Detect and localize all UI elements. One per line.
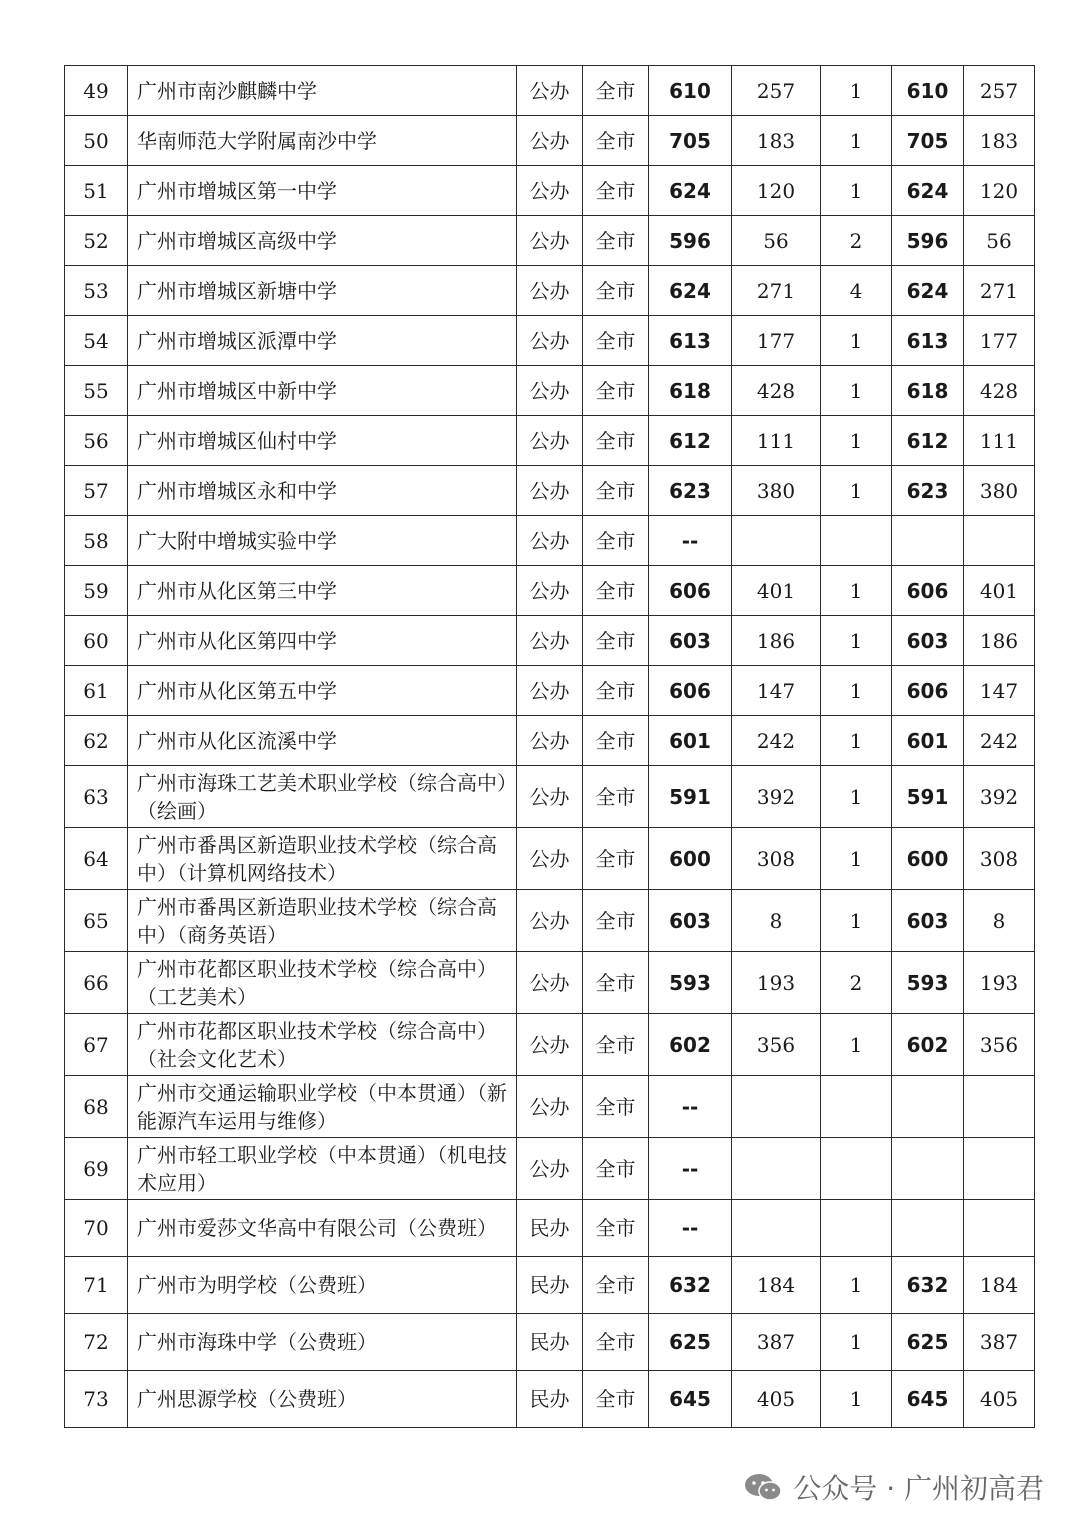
- table-row: [65, 166, 1035, 216]
- cell-school-name: 广州市番禺区新造职业技术学校（综合高中）（商务英语）: [128, 890, 517, 952]
- cell-count: 1: [821, 116, 892, 166]
- cell-admission-scope: 全市: [583, 1200, 649, 1257]
- watermark-text: 公众号 · 广州初高君: [793, 1472, 1044, 1505]
- cell-score-a: 625: [649, 1314, 732, 1371]
- cell-score-b: 606: [892, 566, 964, 616]
- cell-school-type: 公办: [517, 316, 583, 366]
- cell-admission-scope: 全市: [583, 1138, 649, 1200]
- table-row: [65, 416, 1035, 466]
- cell-score-b: 624: [892, 266, 964, 316]
- cell-count: 1: [821, 716, 892, 766]
- cell-score-a: 603: [649, 616, 732, 666]
- table-row: [65, 216, 1035, 266]
- cell-row-number: 63: [65, 766, 128, 828]
- cell-admission-scope: 全市: [583, 116, 649, 166]
- cell-rank-a: 242: [732, 716, 821, 766]
- cell-score-a: 591: [649, 766, 732, 828]
- cell-score-a: 623: [649, 466, 732, 516]
- table-row: [65, 1314, 1035, 1371]
- cell-score-b: 705: [892, 116, 964, 166]
- cell-rank-a: 392: [732, 766, 821, 828]
- cell-school-type: 公办: [517, 66, 583, 116]
- cell-rank-a: 257: [732, 66, 821, 116]
- cell-school-name: 广州市海珠工艺美术职业学校（综合高中）（绘画）: [128, 766, 517, 828]
- cell-school-name: 广州市增城区高级中学: [128, 216, 517, 266]
- cell-rank-a: 428: [732, 366, 821, 416]
- cell-rank-b: 308: [964, 828, 1035, 890]
- cell-school-type: 公办: [517, 166, 583, 216]
- cell-score-a: 600: [649, 828, 732, 890]
- cell-score-b: 610: [892, 66, 964, 116]
- cell-score-b: 600: [892, 828, 964, 890]
- cell-admission-scope: 全市: [583, 316, 649, 366]
- cell-school-name: 广州市海珠中学（公费班）: [128, 1314, 517, 1371]
- cell-row-number: 50: [65, 116, 128, 166]
- cell-school-type: 公办: [517, 616, 583, 666]
- cell-school-type: 公办: [517, 1076, 583, 1138]
- cell-count: 1: [821, 316, 892, 366]
- cell-school-name: 广大附中增城实验中学: [128, 516, 517, 566]
- cell-school-type: 公办: [517, 952, 583, 1014]
- cell-school-name: 广州市番禺区新造职业技术学校（综合高中）（计算机网络技术）: [128, 828, 517, 890]
- cell-row-number: 66: [65, 952, 128, 1014]
- cell-count: 1: [821, 766, 892, 828]
- cell-row-number: 62: [65, 716, 128, 766]
- table-row: [65, 1371, 1035, 1428]
- cell-school-name: 广州市花都区职业技术学校（综合高中）（工艺美术）: [128, 952, 517, 1014]
- cell-admission-scope: 全市: [583, 952, 649, 1014]
- cell-rank-b: 271: [964, 266, 1035, 316]
- table-row: [65, 266, 1035, 316]
- cell-row-number: 60: [65, 616, 128, 666]
- cell-score-a: --: [649, 1076, 732, 1138]
- table-row: [65, 1076, 1035, 1138]
- cell-rank-b: 186: [964, 616, 1035, 666]
- cell-school-name: 广州市轻工职业学校（中本贯通）（机电技术应用）: [128, 1138, 517, 1200]
- table-row: [65, 1200, 1035, 1257]
- cell-school-type: 公办: [517, 566, 583, 616]
- table-row: [65, 952, 1035, 1014]
- cell-count: 1: [821, 1014, 892, 1076]
- cell-school-name: 广州市从化区第三中学: [128, 566, 517, 616]
- cell-count: 1: [821, 666, 892, 716]
- table-row: [65, 616, 1035, 666]
- cell-score-a: 593: [649, 952, 732, 1014]
- cell-score-b: 625: [892, 1314, 964, 1371]
- cell-count: 1: [821, 1371, 892, 1428]
- cell-score-a: 645: [649, 1371, 732, 1428]
- wechat-icon: [743, 1472, 783, 1502]
- cell-school-type: 公办: [517, 716, 583, 766]
- table-row: [65, 466, 1035, 516]
- table-row: [65, 516, 1035, 566]
- cell-rank-a: 271: [732, 266, 821, 316]
- cell-score-b: 593: [892, 952, 964, 1014]
- cell-score-a: 612: [649, 416, 732, 466]
- cell-row-number: 53: [65, 266, 128, 316]
- cell-row-number: 52: [65, 216, 128, 266]
- cell-score-b: 624: [892, 166, 964, 216]
- cell-row-number: 49: [65, 66, 128, 116]
- cell-row-number: 58: [65, 516, 128, 566]
- score-table: [64, 65, 1035, 1428]
- cell-rank-b: 405: [964, 1371, 1035, 1428]
- cell-score-a: 601: [649, 716, 732, 766]
- cell-rank-a: 401: [732, 566, 821, 616]
- cell-count: [821, 1076, 892, 1138]
- cell-school-type: 公办: [517, 466, 583, 516]
- table-row: [65, 766, 1035, 828]
- cell-row-number: 55: [65, 366, 128, 416]
- cell-admission-scope: 全市: [583, 466, 649, 516]
- cell-rank-b: [964, 516, 1035, 566]
- cell-score-a: --: [649, 1200, 732, 1257]
- cell-rank-a: 111: [732, 416, 821, 466]
- cell-rank-a: 184: [732, 1257, 821, 1314]
- cell-school-type: 公办: [517, 416, 583, 466]
- cell-score-a: --: [649, 516, 732, 566]
- cell-school-name: 广州市为明学校（公费班）: [128, 1257, 517, 1314]
- cell-row-number: 56: [65, 416, 128, 466]
- cell-row-number: 67: [65, 1014, 128, 1076]
- cell-school-name: 广州市交通运输职业学校（中本贯通）（新能源汽车运用与维修）: [128, 1076, 517, 1138]
- cell-school-type: 民办: [517, 1314, 583, 1371]
- cell-school-type: 民办: [517, 1257, 583, 1314]
- cell-admission-scope: 全市: [583, 1076, 649, 1138]
- cell-admission-scope: 全市: [583, 766, 649, 828]
- cell-count: 1: [821, 66, 892, 116]
- cell-rank-b: 387: [964, 1314, 1035, 1371]
- cell-school-type: 公办: [517, 766, 583, 828]
- cell-school-name: 华南师范大学附属南沙中学: [128, 116, 517, 166]
- cell-row-number: 68: [65, 1076, 128, 1138]
- cell-count: 1: [821, 166, 892, 216]
- cell-rank-b: 380: [964, 466, 1035, 516]
- cell-rank-a: 8: [732, 890, 821, 952]
- cell-score-b: [892, 1200, 964, 1257]
- cell-count: 1: [821, 1257, 892, 1314]
- cell-school-type: 公办: [517, 666, 583, 716]
- cell-score-b: 606: [892, 666, 964, 716]
- cell-rank-b: 120: [964, 166, 1035, 216]
- cell-admission-scope: 全市: [583, 828, 649, 890]
- cell-school-name: 广州市增城区派潭中学: [128, 316, 517, 366]
- cell-score-a: 610: [649, 66, 732, 116]
- cell-row-number: 72: [65, 1314, 128, 1371]
- cell-row-number: 73: [65, 1371, 128, 1428]
- cell-school-name: 广州市增城区永和中学: [128, 466, 517, 516]
- table-row: [65, 66, 1035, 116]
- table-row: [65, 316, 1035, 366]
- cell-admission-scope: 全市: [583, 1314, 649, 1371]
- cell-row-number: 65: [65, 890, 128, 952]
- cell-score-b: 623: [892, 466, 964, 516]
- cell-score-b: [892, 1076, 964, 1138]
- cell-rank-a: 405: [732, 1371, 821, 1428]
- table-row: [65, 366, 1035, 416]
- cell-admission-scope: 全市: [583, 716, 649, 766]
- cell-row-number: 57: [65, 466, 128, 516]
- cell-row-number: 70: [65, 1200, 128, 1257]
- cell-score-b: 596: [892, 216, 964, 266]
- cell-school-type: 公办: [517, 216, 583, 266]
- cell-school-name: 广州市增城区第一中学: [128, 166, 517, 216]
- cell-admission-scope: 全市: [583, 66, 649, 116]
- cell-school-name: 广州市南沙麒麟中学: [128, 66, 517, 116]
- cell-score-b: 618: [892, 366, 964, 416]
- cell-score-a: 603: [649, 890, 732, 952]
- cell-admission-scope: 全市: [583, 1257, 649, 1314]
- cell-rank-b: 111: [964, 416, 1035, 466]
- cell-rank-b: 193: [964, 952, 1035, 1014]
- cell-score-b: 632: [892, 1257, 964, 1314]
- table-row: [65, 828, 1035, 890]
- cell-rank-a: 147: [732, 666, 821, 716]
- cell-rank-a: 177: [732, 316, 821, 366]
- cell-school-type: 公办: [517, 1138, 583, 1200]
- cell-admission-scope: 全市: [583, 1014, 649, 1076]
- cell-rank-b: 428: [964, 366, 1035, 416]
- cell-row-number: 61: [65, 666, 128, 716]
- cell-row-number: 69: [65, 1138, 128, 1200]
- cell-rank-b: 257: [964, 66, 1035, 116]
- cell-score-a: 624: [649, 166, 732, 216]
- table-row: [65, 666, 1035, 716]
- cell-rank-b: 392: [964, 766, 1035, 828]
- cell-score-a: 596: [649, 216, 732, 266]
- cell-rank-a: 183: [732, 116, 821, 166]
- cell-school-type: 公办: [517, 890, 583, 952]
- cell-school-type: 民办: [517, 1200, 583, 1257]
- cell-school-name: 广州市增城区新塘中学: [128, 266, 517, 316]
- cell-score-b: 602: [892, 1014, 964, 1076]
- cell-score-a: --: [649, 1138, 732, 1200]
- cell-admission-scope: 全市: [583, 1371, 649, 1428]
- cell-score-b: 591: [892, 766, 964, 828]
- cell-admission-scope: 全市: [583, 616, 649, 666]
- cell-school-type: 民办: [517, 1371, 583, 1428]
- cell-score-a: 606: [649, 566, 732, 616]
- cell-score-a: 606: [649, 666, 732, 716]
- cell-school-type: 公办: [517, 1014, 583, 1076]
- cell-row-number: 51: [65, 166, 128, 216]
- table-row: [65, 1257, 1035, 1314]
- cell-school-name: 广州市爱莎文华高中有限公司（公费班）: [128, 1200, 517, 1257]
- table-row: [65, 716, 1035, 766]
- cell-score-b: 603: [892, 890, 964, 952]
- cell-count: 1: [821, 1314, 892, 1371]
- cell-admission-scope: 全市: [583, 416, 649, 466]
- cell-school-name: 广州思源学校（公费班）: [128, 1371, 517, 1428]
- cell-count: 1: [821, 466, 892, 516]
- cell-rank-b: 8: [964, 890, 1035, 952]
- table-row: [65, 1138, 1035, 1200]
- cell-rank-b: 147: [964, 666, 1035, 716]
- cell-rank-b: 56: [964, 216, 1035, 266]
- table-body: [65, 66, 1035, 1428]
- cell-count: 1: [821, 416, 892, 466]
- cell-admission-scope: 全市: [583, 890, 649, 952]
- cell-rank-b: [964, 1138, 1035, 1200]
- cell-rank-a: 120: [732, 166, 821, 216]
- cell-rank-b: 184: [964, 1257, 1035, 1314]
- cell-school-type: 公办: [517, 366, 583, 416]
- cell-score-a: 632: [649, 1257, 732, 1314]
- cell-rank-a: [732, 1200, 821, 1257]
- cell-school-type: 公办: [517, 828, 583, 890]
- cell-rank-a: 308: [732, 828, 821, 890]
- cell-score-b: [892, 516, 964, 566]
- cell-rank-a: 56: [732, 216, 821, 266]
- cell-school-type: 公办: [517, 116, 583, 166]
- cell-score-b: 613: [892, 316, 964, 366]
- cell-admission-scope: 全市: [583, 266, 649, 316]
- cell-admission-scope: 全市: [583, 566, 649, 616]
- table-row: [65, 890, 1035, 952]
- cell-rank-a: 380: [732, 466, 821, 516]
- cell-admission-scope: 全市: [583, 516, 649, 566]
- table-row: [65, 566, 1035, 616]
- cell-count: 2: [821, 216, 892, 266]
- cell-rank-a: 193: [732, 952, 821, 1014]
- cell-school-name: 广州市增城区中新中学: [128, 366, 517, 416]
- cell-count: 1: [821, 890, 892, 952]
- cell-count: 1: [821, 828, 892, 890]
- cell-rank-b: 183: [964, 116, 1035, 166]
- table-row: [65, 116, 1035, 166]
- cell-rank-a: 356: [732, 1014, 821, 1076]
- cell-rank-a: [732, 1138, 821, 1200]
- cell-score-a: 624: [649, 266, 732, 316]
- cell-score-b: 603: [892, 616, 964, 666]
- cell-rank-a: 387: [732, 1314, 821, 1371]
- cell-score-b: 612: [892, 416, 964, 466]
- cell-school-name: 广州市从化区第五中学: [128, 666, 517, 716]
- cell-score-b: [892, 1138, 964, 1200]
- cell-score-a: 613: [649, 316, 732, 366]
- cell-score-b: 645: [892, 1371, 964, 1428]
- cell-school-name: 广州市从化区流溪中学: [128, 716, 517, 766]
- watermark: [743, 1467, 1044, 1507]
- cell-school-name: 广州市增城区仙村中学: [128, 416, 517, 466]
- cell-rank-b: [964, 1200, 1035, 1257]
- cell-count: 1: [821, 366, 892, 416]
- cell-rank-b: 242: [964, 716, 1035, 766]
- cell-count: 1: [821, 566, 892, 616]
- table-row: [65, 1014, 1035, 1076]
- cell-admission-scope: 全市: [583, 166, 649, 216]
- cell-rank-b: 356: [964, 1014, 1035, 1076]
- cell-admission-scope: 全市: [583, 216, 649, 266]
- cell-school-type: 公办: [517, 266, 583, 316]
- cell-admission-scope: 全市: [583, 366, 649, 416]
- cell-count: 2: [821, 952, 892, 1014]
- cell-row-number: 54: [65, 316, 128, 366]
- cell-score-a: 618: [649, 366, 732, 416]
- cell-row-number: 64: [65, 828, 128, 890]
- cell-rank-b: 401: [964, 566, 1035, 616]
- cell-rank-a: 186: [732, 616, 821, 666]
- cell-school-type: 公办: [517, 516, 583, 566]
- cell-admission-scope: 全市: [583, 666, 649, 716]
- cell-rank-b: 177: [964, 316, 1035, 366]
- cell-count: [821, 1138, 892, 1200]
- cell-rank-a: [732, 1076, 821, 1138]
- cell-count: 1: [821, 616, 892, 666]
- cell-count: [821, 516, 892, 566]
- cell-score-b: 601: [892, 716, 964, 766]
- cell-rank-a: [732, 516, 821, 566]
- cell-row-number: 71: [65, 1257, 128, 1314]
- cell-rank-b: [964, 1076, 1035, 1138]
- cell-score-a: 705: [649, 116, 732, 166]
- cell-count: 4: [821, 266, 892, 316]
- cell-row-number: 59: [65, 566, 128, 616]
- cell-school-name: 广州市从化区第四中学: [128, 616, 517, 666]
- cell-count: [821, 1200, 892, 1257]
- cell-school-name: 广州市花都区职业技术学校（综合高中）（社会文化艺术）: [128, 1014, 517, 1076]
- cell-score-a: 602: [649, 1014, 732, 1076]
